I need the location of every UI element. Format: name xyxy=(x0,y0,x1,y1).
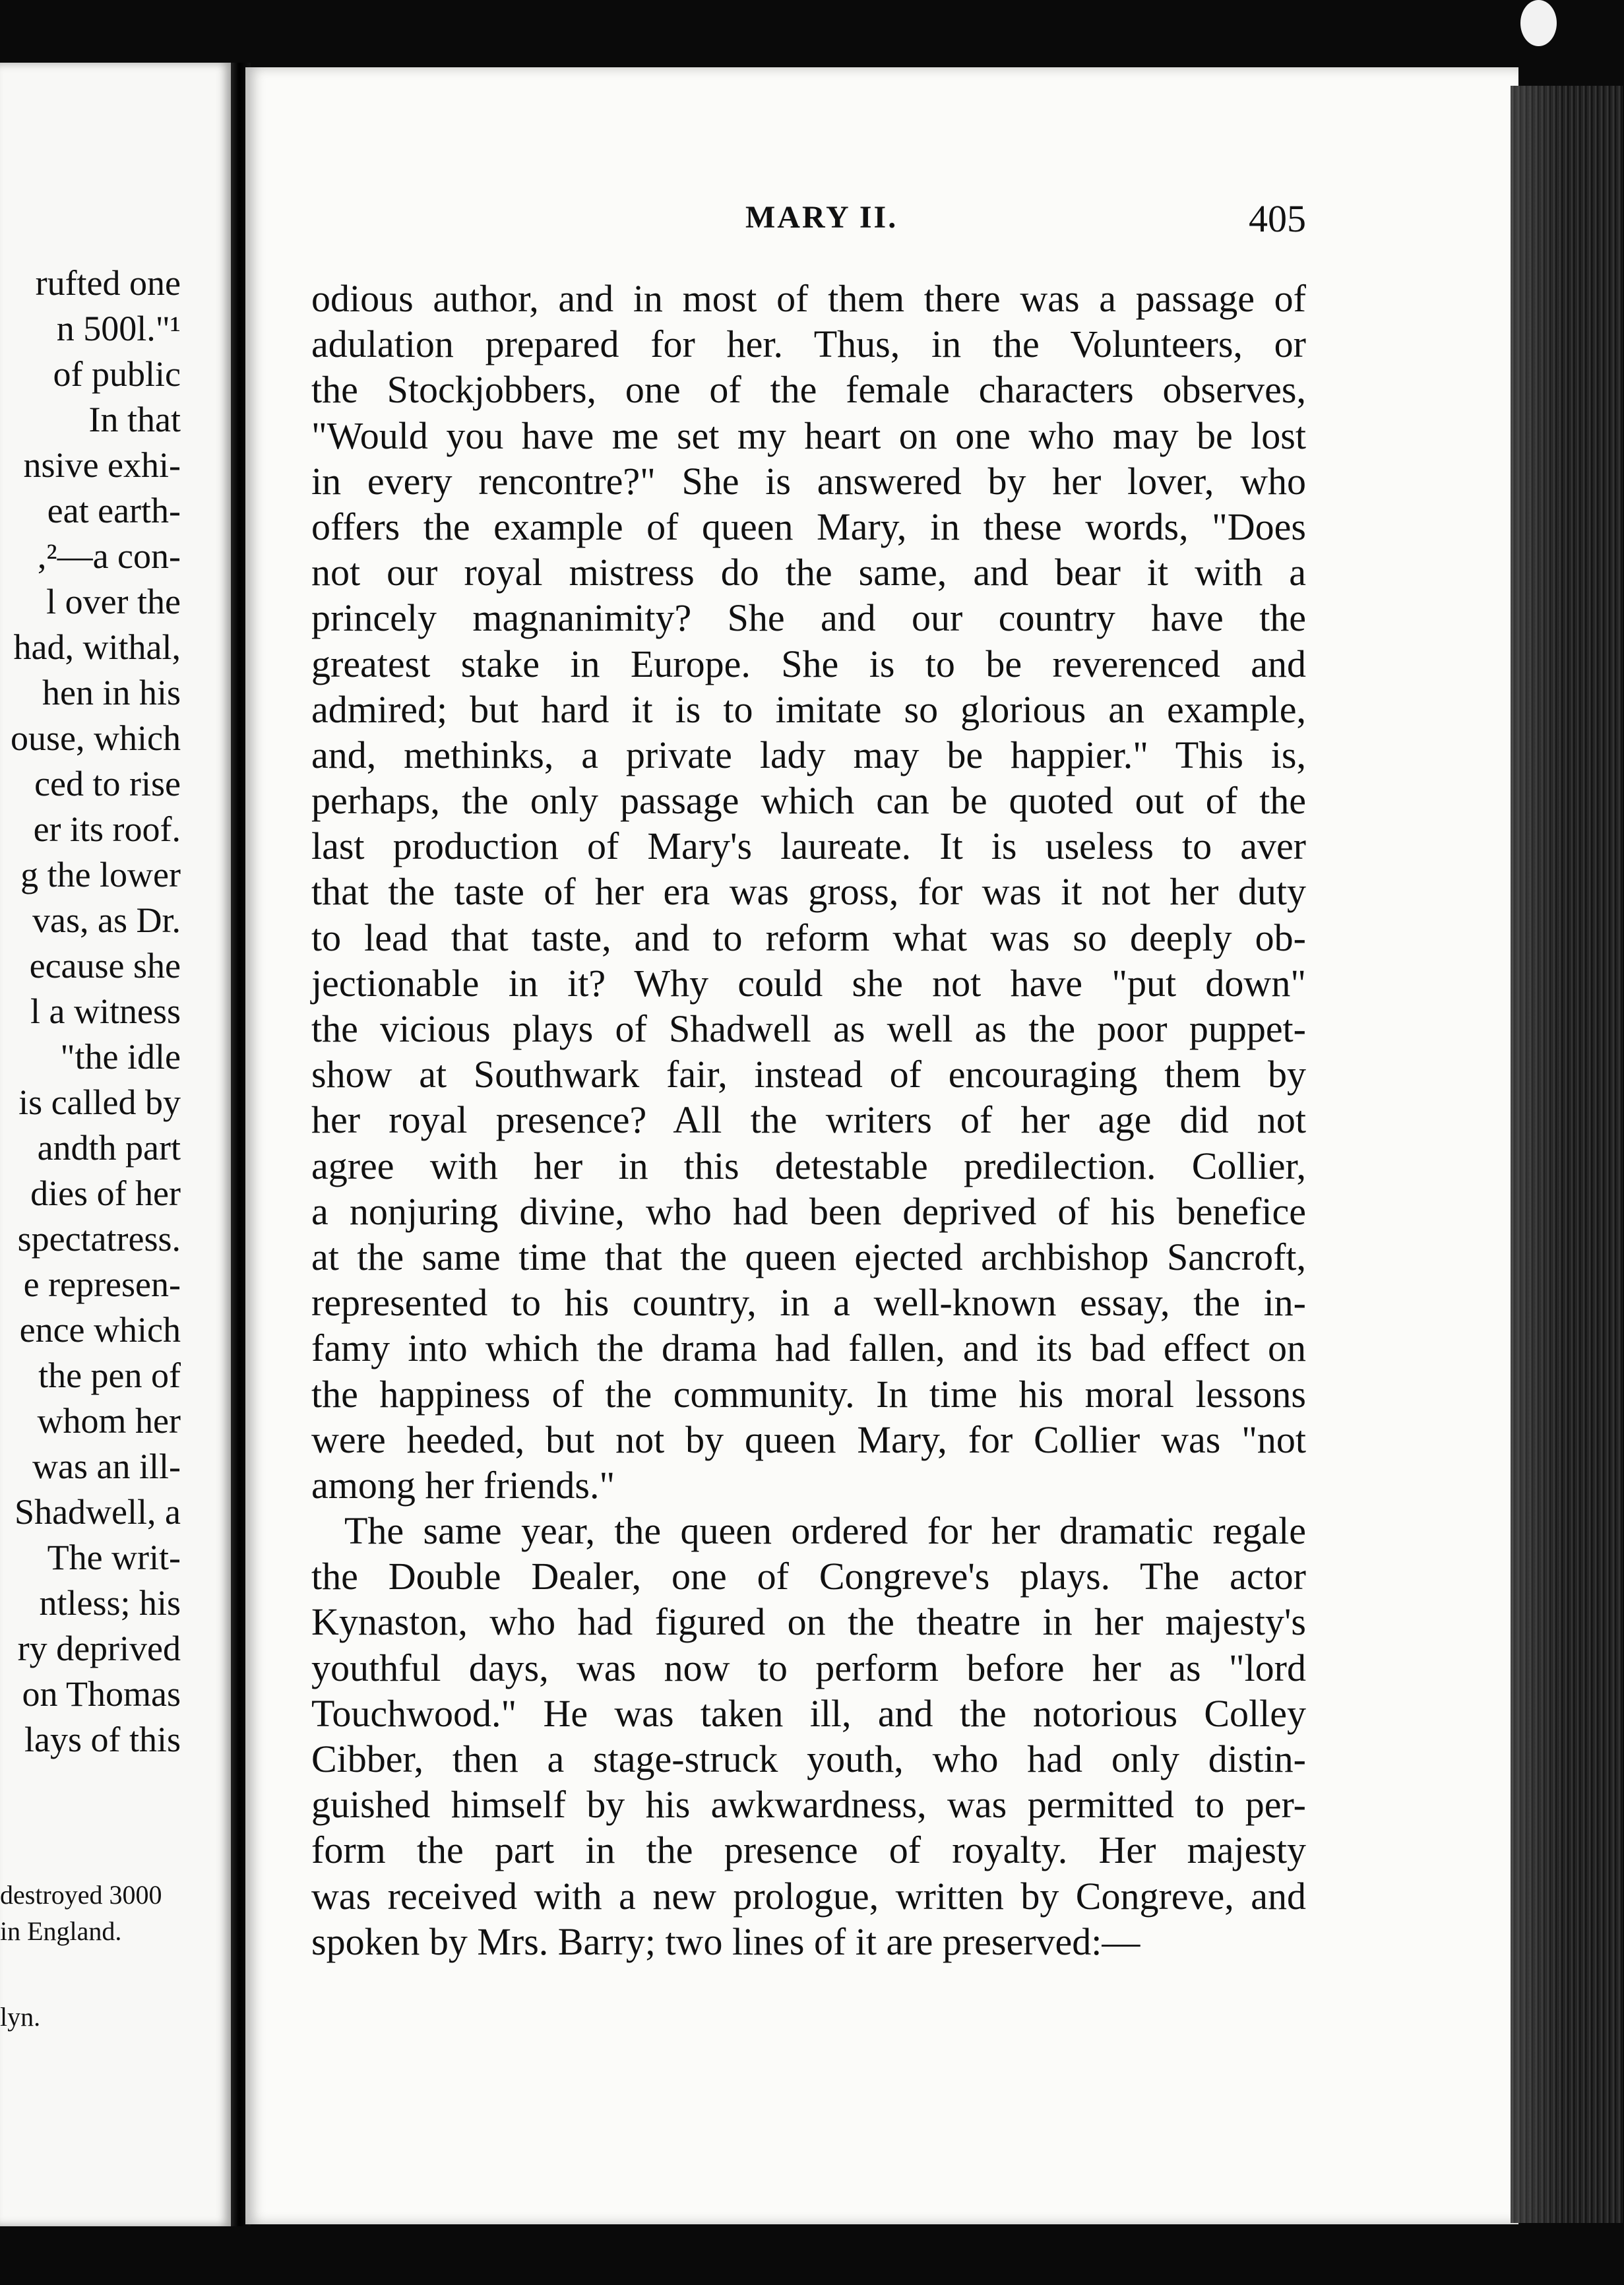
left-page-line: of public xyxy=(53,354,181,394)
left-page-line: the pen of xyxy=(38,1356,181,1395)
text-line: show at Southwark fair, instead of encouraging them by xyxy=(311,1053,1306,1096)
text-line: not our royal mistress do the same, and bear it with a xyxy=(311,551,1306,594)
left-page-line: ,²—a con- xyxy=(37,536,181,576)
text-line: odious author, and in most of them there was a passage of xyxy=(311,277,1306,320)
body-text xyxy=(311,276,1306,1964)
text-line: the Stockjobbers, one of the female characters observes, xyxy=(311,368,1306,412)
text-line: youthful days, was now to perform before her as "lord xyxy=(311,1646,1306,1689)
left-page-line: eat earth- xyxy=(47,491,181,530)
left-page-line: l a witness xyxy=(30,991,181,1031)
text-line: the happiness of the community. In time his moral lessons xyxy=(311,1372,1306,1416)
left-page-line: The writ- xyxy=(47,1538,181,1577)
text-line: the vicious plays of Shadwell as well as the poor puppet- xyxy=(311,1007,1306,1050)
text-line: and, methinks, a private lady may be happier." This is, xyxy=(311,733,1306,776)
left-page-footnotes xyxy=(0,1877,162,2035)
left-page-line: e represen- xyxy=(23,1265,181,1304)
page-edges-shading xyxy=(1511,86,1563,2223)
left-page-line: whom her xyxy=(37,1401,181,1441)
left-page-footnote-line: in England. xyxy=(0,1916,122,1946)
left-page-line: ouse, which xyxy=(11,718,181,758)
text-line: last production of Mary's laureate. It is useless to aver xyxy=(311,825,1306,868)
left-page-line: "the idle xyxy=(60,1037,181,1077)
text-line: in every rencontre?" She is answered by her lover, who xyxy=(311,459,1306,503)
text-line: that the taste of her era was gross, for was it not her duty xyxy=(311,870,1306,914)
text-line: form the part in the presence of royalty. Her majesty xyxy=(311,1829,1306,1872)
text-line: offers the example of queen Mary, in these words, "Does xyxy=(311,505,1306,548)
text-line: a nonjuring divine, who had been deprived of his benefice xyxy=(311,1189,1306,1233)
left-page-line: In that xyxy=(88,400,181,439)
text-line: perhaps, the only passage which can be quoted out of the xyxy=(311,779,1306,823)
left-page-line: had, withal, xyxy=(13,627,181,667)
text-line: spoken by Mrs. Barry; two lines of it are preserved:— xyxy=(311,1920,1140,1963)
left-page-line: ry deprived xyxy=(17,1629,181,1668)
text-line: among her friends." xyxy=(311,1463,615,1507)
corner-mark xyxy=(1520,0,1557,46)
text-line: Cibber, then a stage-struck youth, who had only distin- xyxy=(311,1737,1306,1780)
text-line: "Would you have me set my heart on one who may be lost xyxy=(311,414,1306,457)
left-page-text xyxy=(11,261,181,1763)
text-line: agree with her in this detestable predilection. Collier, xyxy=(311,1144,1306,1187)
left-page-line: ence which xyxy=(19,1310,181,1350)
left-page-line: n 500l."¹ xyxy=(56,309,181,348)
page-number: 405 xyxy=(1249,197,1306,240)
text-line: at the same time that the queen ejected archbishop Sancroft, xyxy=(311,1235,1306,1278)
left-page-line: hen in his xyxy=(42,673,181,712)
text-line: greatest stake in Europe. She is to be reverenced and xyxy=(311,642,1306,685)
text-line: famy into which the drama had fallen, and its bad effect on xyxy=(311,1327,1306,1370)
text-line: adulation prepared for her. Thus, in the Volunteers, or xyxy=(311,323,1306,366)
left-page-line: l over the xyxy=(46,582,181,621)
left-page-line: rufted one xyxy=(35,263,181,303)
text-line: represented to his country, in a well-known essay, the in- xyxy=(311,1281,1306,1325)
text-line: admired; but hard it is to imitate so glorious an example, xyxy=(311,687,1306,731)
text-line: The same year, the queen ordered for her dramatic regale xyxy=(344,1509,1306,1553)
left-page-footnote-line: lyn. xyxy=(0,2002,41,2032)
left-page-line: on Thomas xyxy=(22,1674,181,1714)
left-page-line: g the lower xyxy=(20,855,181,894)
left-facing-page xyxy=(0,63,232,2226)
text-line: princely magnanimity? She and our country have the xyxy=(311,596,1306,640)
text-line: her royal presence? All the writers of her age did not xyxy=(311,1098,1306,1142)
text-line: Kynaston, who had figured on the theatre in her majesty's xyxy=(311,1600,1306,1644)
left-page-line: andth part xyxy=(37,1128,181,1168)
left-page-line: nsive exhi- xyxy=(23,445,181,485)
running-head: MARY II. xyxy=(745,200,898,235)
left-page-line: Shadwell, a xyxy=(15,1492,181,1532)
text-line: were heeded, but not by queen Mary, for Collier was "not xyxy=(311,1418,1306,1461)
left-page-line: lays of this xyxy=(24,1720,181,1759)
text-line: to lead that taste, and to reform what was so deeply ob- xyxy=(311,916,1306,959)
left-page-line: ecause she xyxy=(29,946,181,986)
left-page-line: er its roof. xyxy=(33,809,181,849)
text-line: the Double Dealer, one of Congreve's plays. The actor xyxy=(311,1555,1306,1598)
text-line: Touchwood." He was taken ill, and the notorious Colley xyxy=(311,1691,1306,1735)
left-page-line: ced to rise xyxy=(34,764,181,803)
left-page-line: was an ill- xyxy=(32,1447,181,1486)
left-page-line: dies of her xyxy=(30,1174,181,1213)
left-page-line: is called by xyxy=(18,1082,181,1122)
left-page-line: ntless; his xyxy=(39,1583,181,1623)
left-page-line: spectatress. xyxy=(17,1219,181,1259)
left-page-footnote-line: destroyed 3000 xyxy=(0,1880,162,1910)
text-line: jectionable in it? Why could she not have "put down" xyxy=(311,961,1306,1005)
text-line: guished himself by his awkwardness, was permitted to per- xyxy=(311,1783,1306,1827)
text-line: was received with a new prologue, written by Congreve, and xyxy=(311,1874,1306,1918)
left-page-line: vas, as Dr. xyxy=(32,900,181,940)
